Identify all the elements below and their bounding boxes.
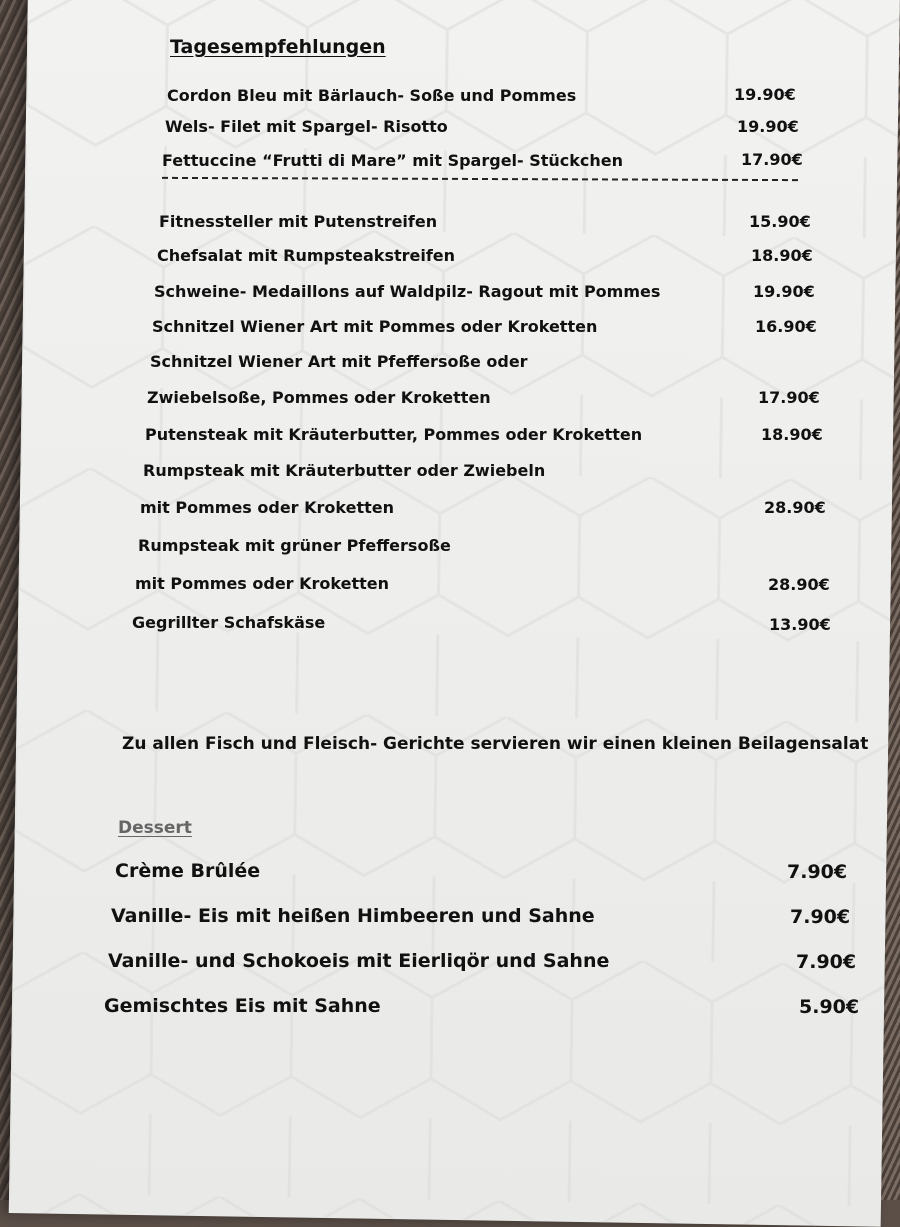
menu-item-price: 13.90€: [769, 615, 831, 634]
menu-item-name: Gegrillter Schafskäse: [132, 613, 326, 632]
menu-item-price: 28.90€: [764, 498, 826, 517]
dessert-item-name: Crème Brûlée: [115, 860, 261, 882]
menu-item-price: 28.90€: [768, 575, 830, 594]
dessert-item-name: Vanille- Eis mit heißen Himbeeren und Sahne: [111, 905, 595, 927]
special-item-price: 19.90€: [737, 117, 799, 136]
menu-item-name: Rumpsteak mit Kräuterbutter oder Zwiebeln: [143, 461, 546, 480]
menu-item-price: 18.90€: [761, 425, 823, 444]
dessert-item-name: Gemischtes Eis mit Sahne: [104, 995, 381, 1017]
menu-item-name: Chefsalat mit Rumpsteakstreifen: [157, 246, 456, 265]
side-salad-note: Zu allen Fisch und Fleisch- Gerichte servieren wir einen kleinen Beilagensalat: [122, 734, 869, 754]
special-item-name: Wels- Filet mit Spargel- Risotto: [165, 117, 448, 136]
dessert-heading: Dessert: [118, 818, 192, 838]
menu-item-name: Schnitzel Wiener Art mit Pfeffersoße oder: [150, 352, 528, 371]
menu-item-price: 18.90€: [751, 246, 813, 265]
menu-item-price: 15.90€: [749, 212, 811, 231]
menu-item-name: Fitnessteller mit Putenstreifen: [159, 212, 438, 231]
menu-item-name-continued: Zwiebelsoße, Pommes oder Kroketten: [147, 388, 491, 407]
menu-item-name: Rumpsteak mit grüner Pfeffersoße: [138, 536, 451, 555]
special-item-name: Cordon Bleu mit Bärlauch- Soße und Pommes: [167, 86, 577, 105]
menu-item-price: 19.90€: [753, 282, 815, 301]
dessert-item-price: 7.90€: [787, 861, 848, 883]
special-item-name: Fettuccine “Frutti di Mare” mit Spargel- Stückchen: [162, 151, 624, 170]
menu-item-name-continued: mit Pommes oder Kroketten: [140, 498, 395, 517]
menu-item-price: 16.90€: [755, 317, 817, 336]
special-item-price: 17.90€: [741, 150, 803, 169]
section-divider: [162, 177, 798, 181]
menu-item-price: 17.90€: [758, 388, 820, 407]
menu-title: Tagesempfehlungen: [170, 36, 386, 58]
special-item-price: 19.90€: [734, 85, 796, 104]
menu-item-name-continued: mit Pommes oder Kroketten: [135, 574, 390, 593]
menu-item-name: Putensteak mit Kräuterbutter, Pommes oder Kroketten: [145, 425, 643, 444]
menu-item-name: Schnitzel Wiener Art mit Pommes oder Kroketten: [152, 317, 598, 336]
dessert-item-name: Vanille- und Schokoeis mit Eierliqör und Sahne: [108, 950, 610, 972]
dessert-item-price: 5.90€: [799, 996, 860, 1018]
dessert-item-price: 7.90€: [796, 951, 857, 973]
dessert-item-price: 7.90€: [790, 906, 851, 928]
menu-item-name: Schweine- Medaillons auf Waldpilz- Ragout mit Pommes: [154, 282, 661, 301]
